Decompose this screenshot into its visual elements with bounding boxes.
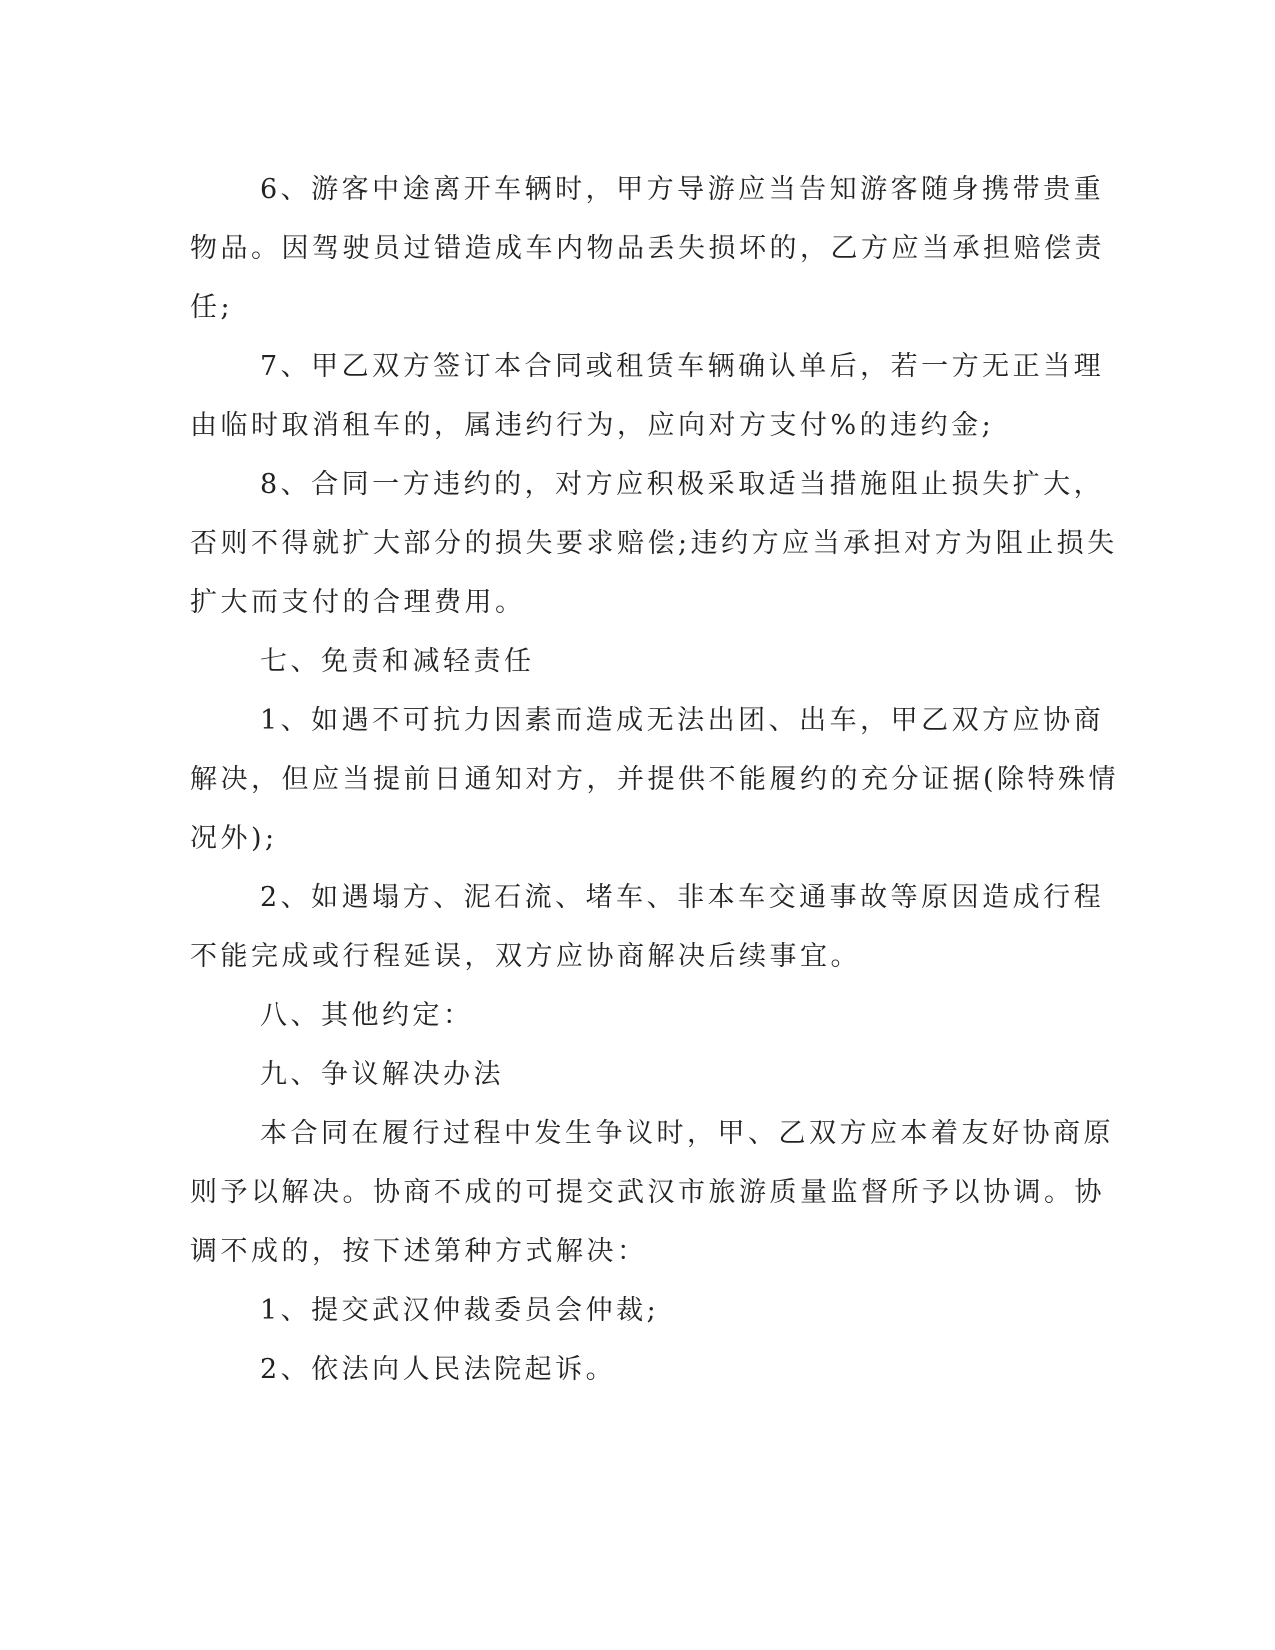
- section-9-heading: [190, 1045, 1090, 1104]
- text-line: 6、游客中途离开车辆时，甲方导游应当告知游客随身携带贵重: [260, 174, 1105, 205]
- document-body: [190, 160, 1120, 1399]
- heading-text: 七、免责和减轻责任: [260, 646, 535, 677]
- text-line: 2、依法向人民法院起诉。: [260, 1354, 617, 1385]
- text-line: 扩大而支付的合理费用。: [190, 587, 526, 618]
- text-line: 1、如遇不可抗力因素而造成无法出团、出车，甲乙双方应协商: [260, 705, 1105, 736]
- clause-6-paragraph: [190, 160, 1105, 337]
- text-line: 本合同在履行过程中发生争议时，甲、乙双方应本着友好协商原: [260, 1118, 1114, 1149]
- heading-text: 九、争议解决办法: [260, 1059, 504, 1090]
- clause-7-2-paragraph: [190, 868, 1105, 986]
- text-line: 不能完成或行程延误，双方应协商解决后续事宜。: [190, 941, 861, 972]
- heading-text: 八、其他约定：: [260, 1000, 474, 1031]
- text-line: 调不成的，按下述第种方式解决：: [190, 1236, 648, 1267]
- text-line: 解决，但应当提前日通知对方，并提供不能履约的充分证据(除特殊情: [190, 764, 1120, 795]
- text-line: 物品。因驾驶员过错造成车内物品丢失损坏的，乙方应当承担赔偿责: [190, 233, 1105, 264]
- text-line: 8、合同一方违约的，对方应积极采取适当措施阻止损失扩大，: [260, 469, 1105, 500]
- text-line: 况外);: [190, 823, 278, 854]
- text-line: 7、甲乙双方签订本合同或租赁车辆确认单后，若一方无正当理: [260, 351, 1105, 382]
- dispute-paragraph: [190, 1104, 1114, 1281]
- dispute-option-2: [190, 1340, 1090, 1399]
- section-8-heading: [190, 986, 1090, 1045]
- text-line: 任;: [190, 292, 234, 323]
- dispute-option-1: [190, 1281, 1090, 1340]
- text-line: 由临时取消租车的，属违约行为，应向对方支付%的违约金;: [190, 410, 995, 441]
- text-line: 1、提交武汉仲裁委员会仲裁;: [260, 1295, 660, 1326]
- clause-8-paragraph: [190, 455, 1118, 632]
- text-line: 否则不得就扩大部分的损失要求赔偿;违约方应当承担对方为阻止损失: [190, 528, 1118, 559]
- text-line: 2、如遇塌方、泥石流、堵车、非本车交通事故等原因造成行程: [260, 882, 1105, 913]
- section-7-heading: [190, 632, 1090, 691]
- text-line: 则予以解决。协商不成的可提交武汉市旅游质量监督所予以协调。协: [190, 1177, 1105, 1208]
- clause-7-paragraph: [190, 337, 1105, 455]
- clause-7-1-paragraph: [190, 691, 1120, 868]
